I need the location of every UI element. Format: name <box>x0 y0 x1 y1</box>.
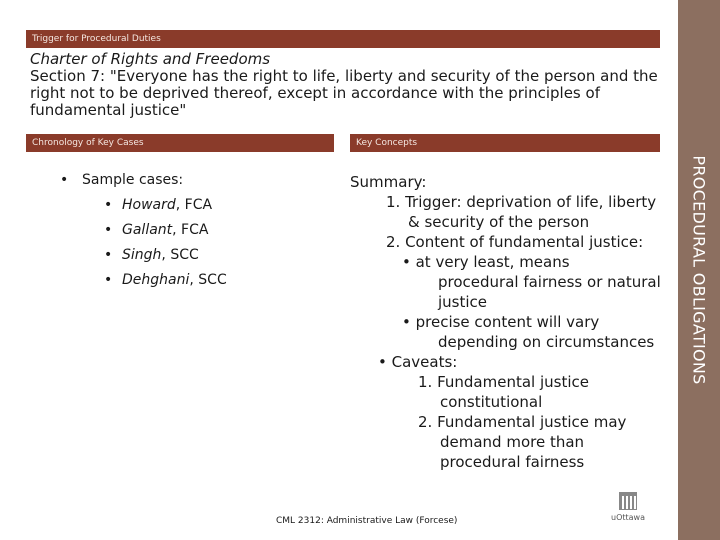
bullet-icon: • <box>60 172 69 188</box>
building-icon <box>619 492 637 510</box>
case-item: • Singh, SCC <box>60 243 227 268</box>
summary-item-trigger: 1. Trigger: deprivation of life, liberty & security of the person <box>386 193 657 231</box>
section-7-quote: Section 7: "Everyone has the right to life, liberty and security of the person and the right not to be deprived thereof, except in accordance with the principles of fundamental justice" <box>30 67 658 119</box>
bullet-icon: • <box>104 247 113 263</box>
summary-subitem: • precise content will vary depending on circumstances <box>402 313 655 351</box>
key-concepts-header: Key Concepts <box>350 134 660 152</box>
side-title: PROCEDURAL OBLIGATIONS <box>689 155 709 385</box>
sample-cases-list <box>60 168 227 293</box>
bullet-icon: • <box>104 222 113 238</box>
charter-text <box>30 51 660 119</box>
bullet-icon: • <box>104 272 113 288</box>
case-item: • Gallant, FCA <box>60 218 227 243</box>
summary-label: Summary: <box>350 173 427 191</box>
sample-cases-label: • Sample cases: <box>60 168 227 193</box>
side-title-band <box>678 0 720 540</box>
caveat-item: 2. Fundamental justice may demand more than procedural fairness <box>418 413 627 471</box>
summary-block <box>350 172 670 472</box>
caveats-label: • Caveats: <box>378 353 458 371</box>
course-footer: CML 2312: Administrative Law (Forcese) <box>276 516 458 526</box>
bullet-icon: • <box>104 197 113 213</box>
charter-title: Charter of Rights and Freedoms <box>30 50 271 68</box>
caveat-item: 1. Fundamental justice constitutional <box>418 373 589 411</box>
summary-item-content: 2. Content of fundamental justice: <box>386 233 644 251</box>
slide-header-bar: Trigger for Procedural Duties <box>26 30 660 48</box>
case-item: • Dehghani, SCC <box>60 268 227 293</box>
chronology-header: Chronology of Key Cases <box>26 134 334 152</box>
case-item: • Howard, FCA <box>60 193 227 218</box>
summary-subitem: • at very least, means procedural fairness or natural justice <box>402 253 661 311</box>
university-logo: uOttawa <box>608 492 648 522</box>
